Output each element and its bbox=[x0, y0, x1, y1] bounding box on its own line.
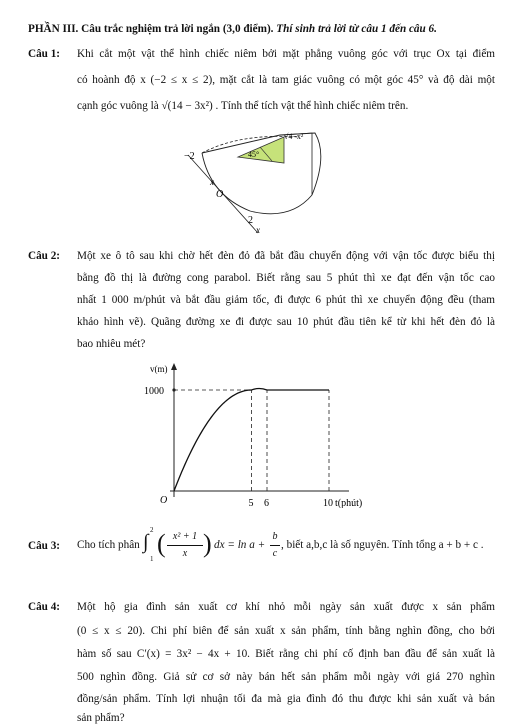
integral-lower: 1 bbox=[150, 555, 154, 563]
label-angle: 45° bbox=[248, 150, 260, 159]
paren-left: ( bbox=[157, 529, 166, 558]
label-sqrt: √4−x² bbox=[284, 132, 304, 141]
section-header bbox=[28, 22, 437, 36]
right-edge bbox=[282, 133, 312, 195]
paren-right: ) bbox=[203, 529, 212, 558]
integral-sign: ∫ bbox=[143, 531, 149, 553]
frac2-numerator: b bbox=[272, 531, 278, 542]
q2-line-4: khảo hình vẽ). Quãng đường xe đi được sau 10 phút đầu tiên kể từ khi hết đèn đỏ là bbox=[77, 316, 495, 328]
q4-label: Câu 4: bbox=[28, 601, 61, 613]
label-neg2: −2 bbox=[184, 151, 195, 162]
q3-text-tail: , biết a,b,c là số nguyên. Tính tổng a + b + c . bbox=[281, 539, 484, 551]
tick-dot-1000 bbox=[172, 388, 175, 391]
q3-text-intro: Cho tích phân bbox=[77, 539, 140, 551]
section-instruction: Thí sinh trả lời từ câu 1 đến câu 6. bbox=[273, 23, 437, 35]
q3-label: Câu 3: bbox=[28, 540, 61, 552]
q2-line-3: nhất 1 000 m/phút và bắt đầu giảm tốc, đi được 6 phút thì xe chuyển động đều (tham bbox=[77, 294, 495, 306]
q2-line-5: bao nhiêu mét? bbox=[77, 338, 146, 350]
label-origin: O bbox=[216, 189, 224, 200]
q1-line-2: có hoành độ x (−2 ≤ x ≤ 2), mặt cắt là tam giác vuông có một góc 45° và độ dài một bbox=[77, 74, 495, 86]
q4-line-3: hàm số sau C′(x) = 3x² − 4x + 10. Biết rằng chi phí cố định ban đầu để sản xuất là bbox=[77, 648, 495, 660]
frac-denominator: x bbox=[182, 548, 188, 559]
integral-upper: 2 bbox=[150, 526, 154, 534]
q3-text-dx: dx = ln a + bbox=[214, 539, 266, 551]
y-axis-label: v(m) bbox=[150, 364, 168, 374]
y-axis-arrow bbox=[171, 363, 177, 370]
x-tick-10: 10 bbox=[323, 498, 333, 508]
q2-line-2: bằng đồ thị là đường cong parabol. Biết rằng sau 5 phút thì xe đạt đến vận tốc cao bbox=[77, 272, 495, 284]
frac-numerator: x² + 1 bbox=[172, 531, 198, 542]
q1-label: Câu 1: bbox=[28, 48, 61, 60]
top-edge bbox=[202, 133, 321, 195]
y-tick-1000: 1000 bbox=[144, 386, 164, 397]
frac2-denominator: c bbox=[272, 548, 278, 559]
section-title: PHẦN III. Câu trắc nghiệm trả lời ngắn (3,0 điểm). bbox=[28, 23, 274, 35]
wedge-figure bbox=[180, 125, 340, 235]
x-tick-5: 5 bbox=[248, 498, 254, 508]
q1-line-3: cạnh góc vuông là √(14 − 3x²) . Tính thể tích vật thể hình chiếc niêm trên. bbox=[77, 100, 409, 112]
chart-layer bbox=[144, 363, 362, 508]
label-x-bottom: x bbox=[256, 225, 260, 235]
label-2: 2 bbox=[248, 215, 253, 226]
label-x-top: x bbox=[210, 177, 214, 187]
q2-line-1: Một xe ô tô sau khi chờ hết đèn đỏ đã bắt đầu chuyển động với vận tốc được biểu thị bbox=[77, 250, 495, 262]
q4-line-4: 500 nghìn đồng. Giả sử cơ sở này bán hết sản phẩm mỗi ngày với giá 270 nghìn bbox=[77, 671, 495, 683]
q4-line-2: (0 ≤ x ≤ 20). Chi phí biên để sản xuất x sản phẩm, tính bằng nghìn đồng, cho bởi bbox=[77, 625, 495, 637]
x-tick-6: 6 bbox=[264, 498, 269, 508]
velocity-chart bbox=[130, 358, 380, 508]
q4-line-1: Một hộ gia đình sản xuất cơ khí nhỏ mỗi ngày sản xuất được x sản phẩm bbox=[77, 601, 495, 613]
base-front-edge bbox=[202, 153, 312, 214]
q2-label: Câu 2: bbox=[28, 250, 61, 262]
cross-section bbox=[238, 137, 284, 163]
origin-label: O bbox=[160, 495, 168, 506]
frac-bar bbox=[167, 545, 203, 546]
frac2-bar bbox=[270, 545, 280, 546]
q1-line-1: Khi cắt một vật thể hình chiếc niêm bởi mặt phẳng vuông góc với trục Ox tại điểm bbox=[77, 48, 495, 60]
q4-line-6: sản phẩm? bbox=[77, 712, 125, 724]
x-axis-label: t(phút) bbox=[335, 498, 363, 508]
q4-line-5: đồng/sản phẩm. Tính lợi nhuận tối đa mà gia đình đó thu được khi sản xuất và bán bbox=[77, 693, 495, 705]
